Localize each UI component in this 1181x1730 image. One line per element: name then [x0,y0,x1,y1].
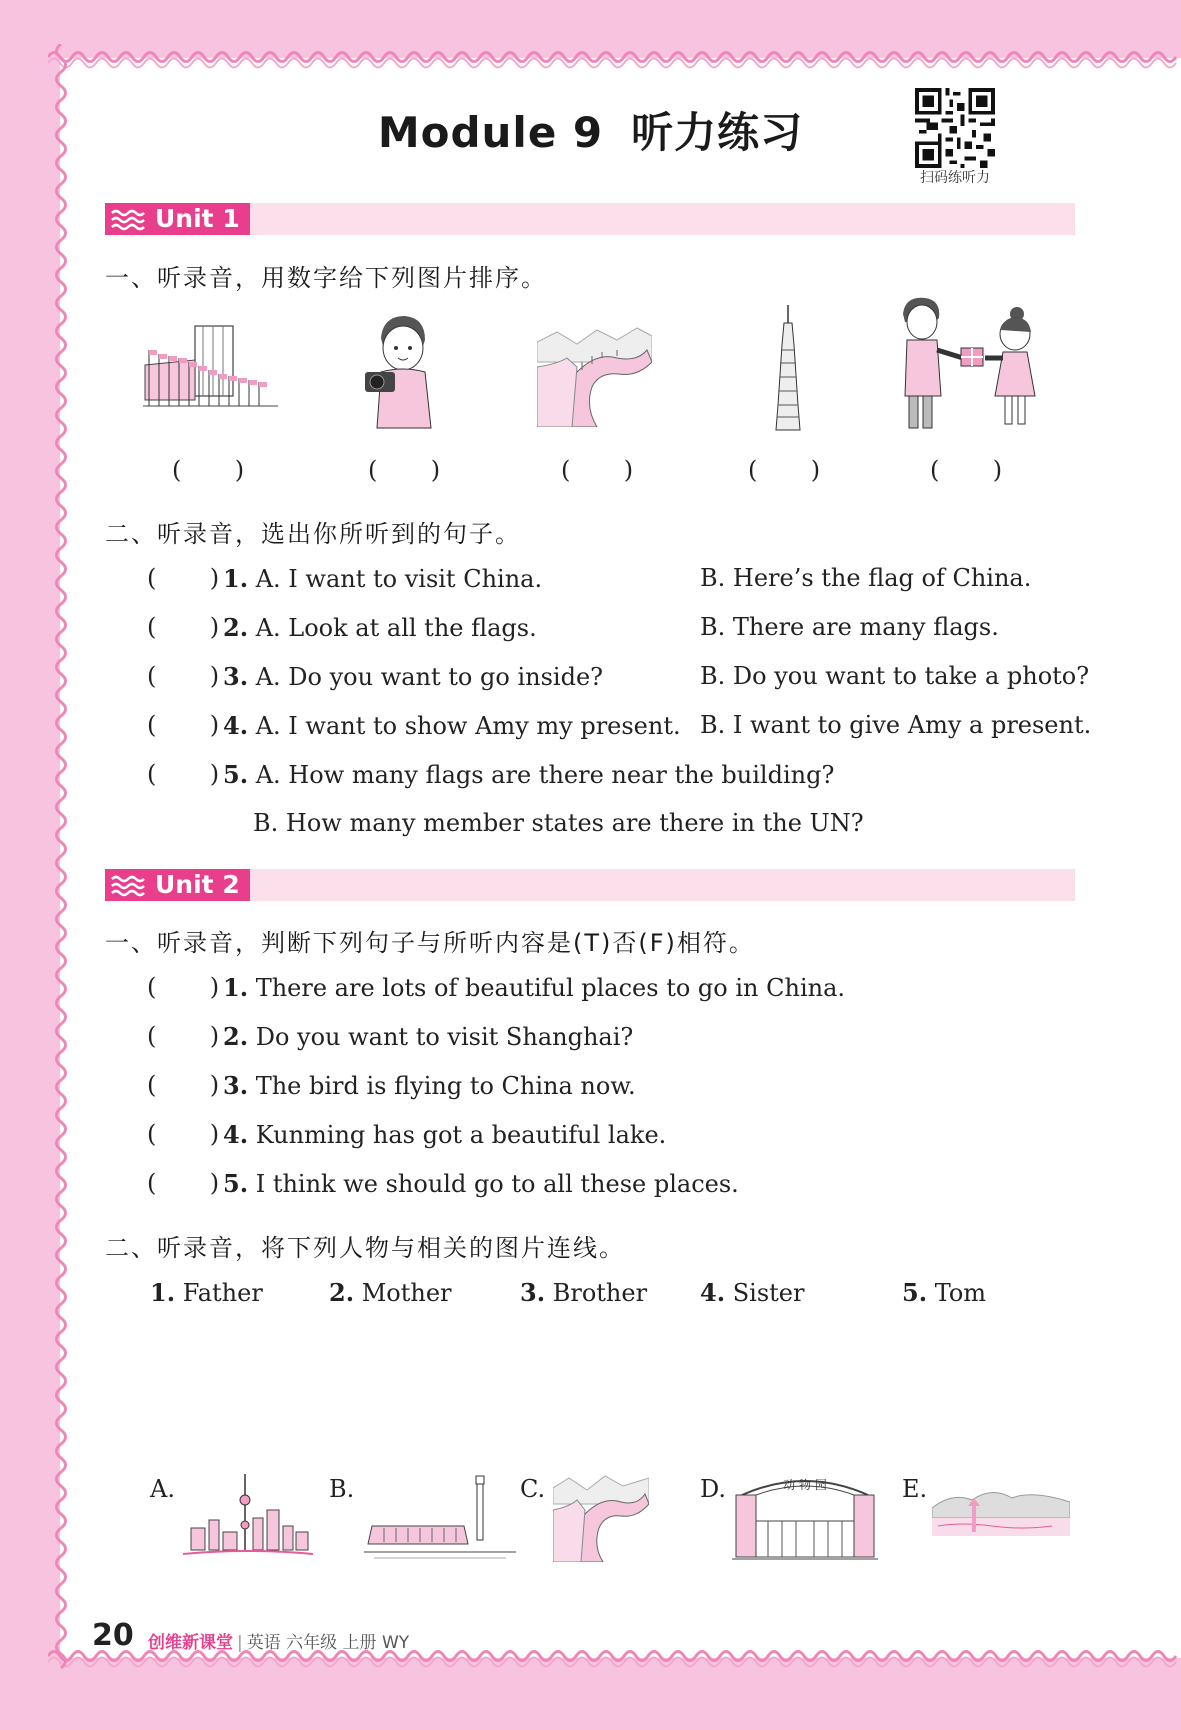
option-a: A. I want to visit China. [255,565,543,593]
module-title [0,100,1181,160]
unit1-label: Unit 1 [155,204,240,233]
item-number: 5. [902,1278,928,1307]
option-a: A. Do you want to go inside? [255,663,604,691]
footer-brand: 创维新课堂 [148,1633,233,1653]
page-number: 20 [92,1618,134,1653]
option-a: A. How many flags are there near the building? [255,761,835,789]
boy-giving-girl-present-image [895,296,1045,432]
answer-blank[interactable]: ( ) [147,1169,220,1197]
great-wall-image [537,322,652,427]
unit2-banner [105,869,1075,901]
item-number: 4. [223,711,249,740]
item-number: 1. [223,973,249,1002]
person-name: Sister [732,1279,805,1307]
option-a: A. Look at all the flags. [255,614,537,642]
item-number: 5. [223,760,249,789]
item-number: 2. [329,1278,355,1307]
option-a: A. I want to show Amy my present. [255,712,681,740]
zoo-sign: 动 物 园 [783,1478,827,1492]
picture-letter-d: D. [700,1475,727,1503]
unit1-tag [105,203,250,235]
module-name: Module 9 [377,108,604,157]
option-b: B. There are many flags. [700,613,999,641]
footer-edition: WY [381,1633,410,1653]
qr-caption: 扫码练听力 [920,170,990,186]
answer-blank[interactable]: ( ) [147,1071,220,1099]
person-label-4[interactable] [700,1278,804,1307]
city-skyline-image[interactable] [183,1470,313,1560]
item-number: 2. [223,1022,249,1051]
picture-letter-e: E. [902,1475,928,1503]
answer-blank[interactable]: ( ) [147,711,220,739]
module-subtitle: 听力练习 [631,108,804,157]
wave-lines-icon [111,875,145,897]
answer-blank[interactable]: ( ) [147,564,220,592]
rank-blank-5[interactable]: ( ) [930,456,1003,484]
rank-blank-3[interactable]: ( ) [561,456,634,484]
wave-lines-icon [111,209,145,231]
unit2-section2-heading: 二、听录音，将下列人物与相关的图片连线。 [105,1234,625,1262]
statement-text: There are lots of beautiful places to go in China. [255,974,846,1002]
picture-letter-a: A. [150,1475,175,1503]
picture-letter-b: B. [329,1475,355,1503]
item-number: 1. [223,564,249,593]
statement-text: I think we should go to all these places. [255,1170,739,1198]
statement-text: The bird is flying to China now. [255,1072,636,1100]
answer-blank[interactable]: ( ) [147,760,220,788]
item-number: 2. [223,613,249,642]
answer-blank[interactable]: ( ) [147,613,220,641]
person-label-3[interactable] [520,1278,647,1307]
footer-volume: 上册 [342,1633,377,1653]
answer-blank[interactable]: ( ) [147,1022,220,1050]
lake-scene-image[interactable] [932,1478,1070,1548]
answer-blank[interactable]: ( ) [147,662,220,690]
person-name: Brother [552,1279,648,1307]
tower-image [770,305,806,435]
person-name: Tom [934,1279,987,1307]
statement-text: Do you want to visit Shanghai? [255,1023,634,1051]
unit1-section2-heading: 二、听录音，选出你所听到的句子。 [105,520,521,548]
unit2-label: Unit 2 [155,870,240,899]
person-label-2[interactable] [329,1278,452,1307]
rank-blank-4[interactable]: ( ) [748,456,821,484]
item-number: 1. [150,1278,176,1307]
person-label-1[interactable] [150,1278,263,1307]
footer-separator: | [237,1633,243,1653]
unit2-tag [105,869,250,901]
picture-letter-c: C. [520,1475,546,1503]
rank-blank-1[interactable]: ( ) [172,456,245,484]
person-label-5[interactable] [902,1278,986,1307]
option-b: B. How many member states are there in the UN? [253,809,864,837]
item-number: 3. [223,1071,249,1100]
rank-blank-2[interactable]: ( ) [368,456,441,484]
zoo-gate-image[interactable] [732,1465,878,1563]
buildings-with-flags-image [143,320,278,412]
item-number: 4. [700,1278,726,1307]
square-with-monument-image[interactable] [364,1470,516,1560]
item-number: 3. [520,1278,546,1307]
answer-blank[interactable]: ( ) [147,973,220,1001]
person-name: Mother [361,1279,452,1307]
unit1-section1-heading: 一、听录音，用数字给下列图片排序。 [105,264,547,292]
option-b: B. Do you want to take a photo? [700,662,1090,690]
person-name: Father [182,1279,263,1307]
item-number: 5. [223,1169,249,1198]
option-b: B. Here’s the flag of China. [700,564,1032,592]
qr-code-icon[interactable] [915,88,995,168]
footer [148,1628,409,1653]
choice-row-continued [253,809,864,837]
statement-text: Kunming has got a beautiful lake. [255,1121,667,1149]
unit2-section1-heading: 一、听录音，判断下列句子与所听内容是(T)否(F)相符。 [105,929,755,957]
boy-with-camera-image [363,310,443,430]
item-number: 3. [223,662,249,691]
item-number: 4. [223,1120,249,1149]
unit1-banner [105,203,1075,235]
answer-blank[interactable]: ( ) [147,1120,220,1148]
great-wall-image[interactable] [553,1470,649,1562]
option-b: B. I want to give Amy a present. [700,711,1092,739]
footer-subject: 英语 [246,1633,281,1653]
footer-grade: 六年级 [286,1633,338,1653]
